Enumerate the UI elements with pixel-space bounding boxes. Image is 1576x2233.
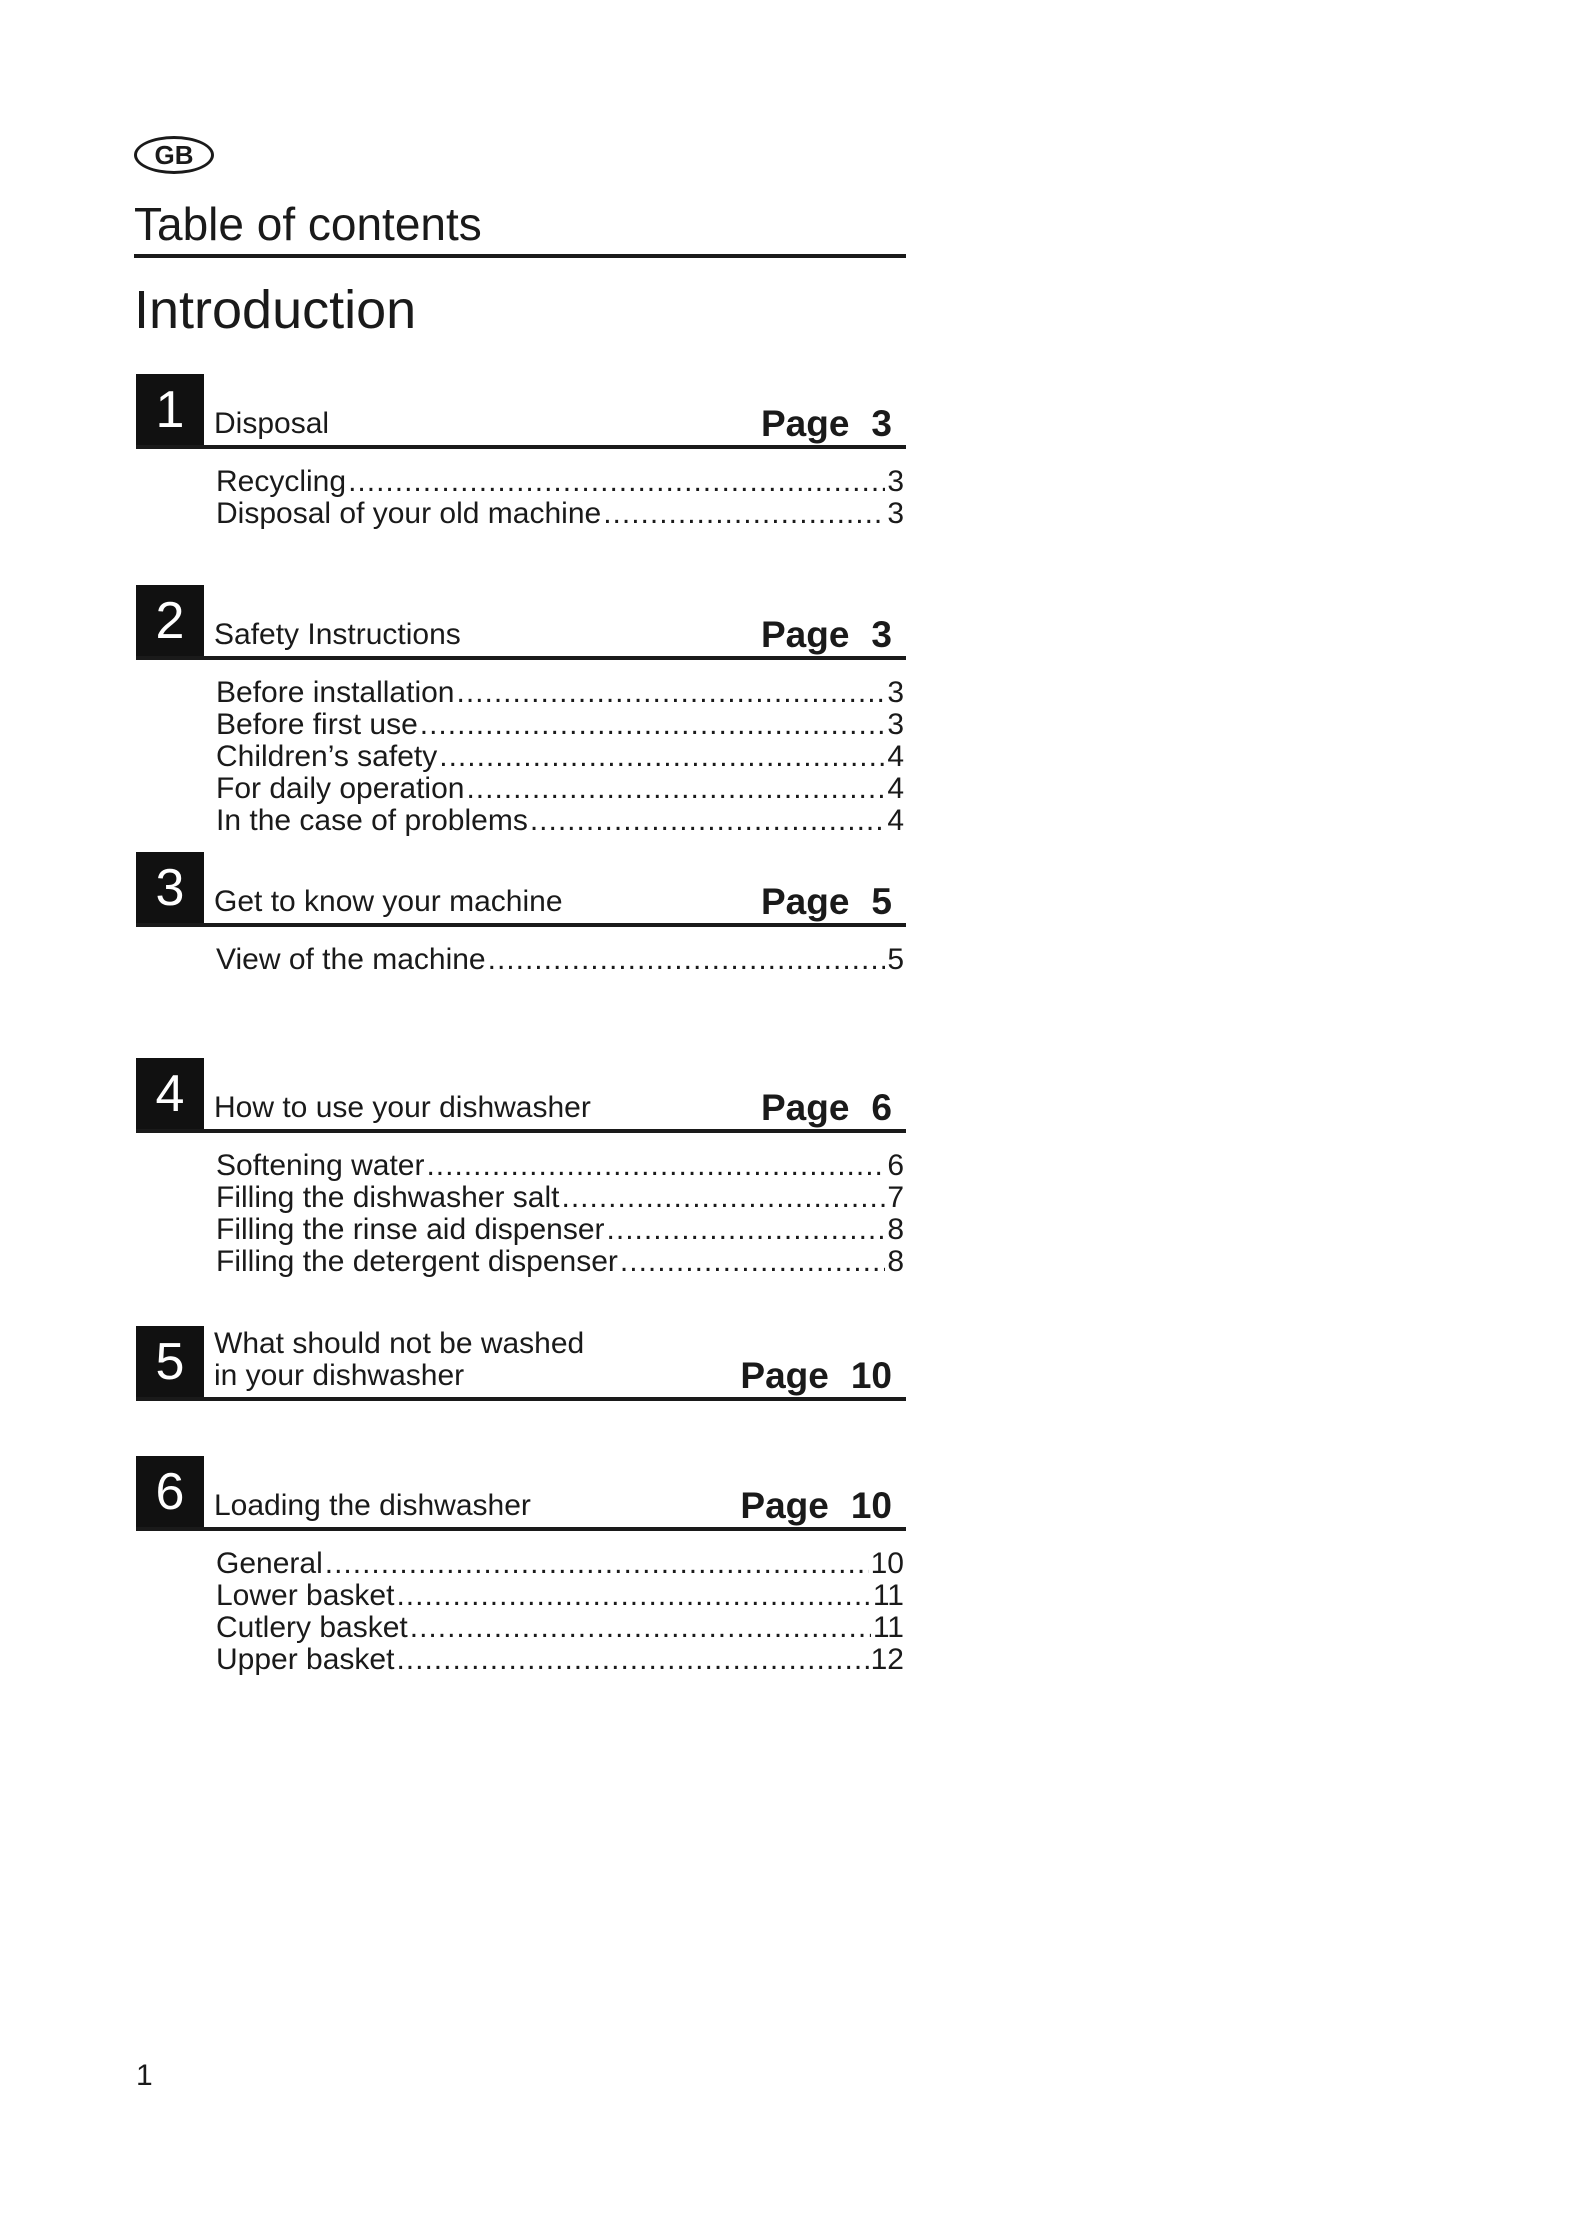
section-title-line: Disposal bbox=[214, 407, 330, 440]
dot-leader bbox=[607, 1214, 886, 1246]
toc-entry-label: Before installation bbox=[216, 676, 455, 709]
dot-leader bbox=[466, 773, 885, 805]
toc-entry[interactable] bbox=[216, 1182, 904, 1214]
dot-leader bbox=[420, 709, 886, 741]
page-word: Page bbox=[760, 614, 850, 655]
section-page-ref[interactable] bbox=[761, 1088, 892, 1128]
section-number-badge: 4 bbox=[136, 1058, 204, 1130]
toc-section bbox=[136, 852, 906, 976]
toc-entry-label: Recycling bbox=[216, 465, 347, 498]
section-page-number: 5 bbox=[871, 881, 892, 922]
dot-leader bbox=[620, 1246, 885, 1278]
section-divider bbox=[136, 923, 906, 927]
section-title-line: Loading the dishwasher bbox=[214, 1489, 531, 1522]
section-divider bbox=[136, 656, 906, 660]
toc-entry-label: Upper basket bbox=[216, 1643, 395, 1676]
toc-entry-page: 3 bbox=[887, 497, 904, 530]
section-header bbox=[136, 852, 906, 924]
section-title-line: Get to know your machine bbox=[214, 885, 563, 918]
dot-leader bbox=[396, 1580, 870, 1612]
toc-entry[interactable] bbox=[216, 1548, 904, 1580]
dot-leader bbox=[348, 466, 885, 498]
dot-leader bbox=[325, 1548, 869, 1580]
toc-entry[interactable] bbox=[216, 773, 904, 805]
page-word: Page bbox=[760, 881, 850, 922]
page-title: Table of contents bbox=[134, 198, 482, 250]
toc-section bbox=[136, 585, 906, 837]
section-page-number: 10 bbox=[850, 1485, 892, 1526]
section-divider bbox=[136, 1527, 906, 1531]
section-title bbox=[214, 886, 563, 918]
toc-section bbox=[136, 1326, 906, 1398]
toc-entry[interactable] bbox=[216, 1580, 904, 1612]
toc-entry-page: 8 bbox=[887, 1213, 904, 1246]
section-divider bbox=[136, 1129, 906, 1133]
section-entries bbox=[216, 944, 904, 976]
toc-entry[interactable] bbox=[216, 709, 904, 741]
page-word: Page bbox=[740, 1485, 829, 1526]
section-header bbox=[136, 1058, 906, 1130]
introduction-heading: Introduction bbox=[134, 280, 417, 340]
title-divider bbox=[134, 254, 906, 258]
section-entries bbox=[216, 677, 904, 837]
section-number-badge: 1 bbox=[136, 374, 204, 446]
toc-entry-page: 11 bbox=[872, 1579, 904, 1612]
section-page-ref[interactable] bbox=[740, 1486, 892, 1526]
section-page-ref[interactable] bbox=[761, 615, 892, 655]
toc-entry-page: 10 bbox=[870, 1547, 904, 1580]
toc-entry-label: Filling the rinse aid dispenser bbox=[216, 1213, 605, 1246]
dot-leader bbox=[562, 1182, 886, 1214]
toc-entry-page: 7 bbox=[887, 1181, 904, 1214]
toc-entry[interactable] bbox=[216, 1612, 904, 1644]
section-number-badge: 3 bbox=[136, 852, 204, 924]
toc-entry-page: 4 bbox=[887, 740, 904, 773]
section-header bbox=[136, 1456, 906, 1528]
section-title-line: in your dishwasher bbox=[214, 1359, 465, 1392]
section-number-badge: 5 bbox=[136, 1326, 204, 1398]
toc-entry[interactable] bbox=[216, 1246, 904, 1278]
section-page-number: 6 bbox=[871, 1087, 892, 1128]
section-page-number: 3 bbox=[871, 614, 892, 655]
section-entries bbox=[216, 466, 904, 530]
toc-entry-label: Lower basket bbox=[216, 1579, 395, 1612]
section-header bbox=[136, 1326, 906, 1398]
toc-entry-page: 3 bbox=[887, 708, 904, 741]
toc-entry-label: Children’s safety bbox=[216, 740, 438, 773]
dot-leader bbox=[488, 944, 886, 976]
section-entries bbox=[216, 1548, 904, 1676]
section-number-badge: 6 bbox=[136, 1456, 204, 1528]
dot-leader bbox=[456, 677, 885, 709]
toc-entry-page: 11 bbox=[872, 1611, 904, 1644]
page-word: Page bbox=[740, 1355, 829, 1396]
dot-leader bbox=[410, 1612, 871, 1644]
toc-entry-label: Disposal of your old machine bbox=[216, 497, 602, 530]
toc-entry[interactable] bbox=[216, 1214, 904, 1246]
toc-entry-page: 3 bbox=[887, 465, 904, 498]
section-entries bbox=[216, 1150, 904, 1278]
page-word: Page bbox=[760, 1087, 850, 1128]
section-title bbox=[214, 1490, 531, 1522]
section-divider bbox=[136, 1397, 906, 1401]
toc-entry-page: 4 bbox=[887, 772, 904, 805]
toc-entry-label: In the case of problems bbox=[216, 804, 528, 837]
section-header bbox=[136, 374, 906, 446]
toc-entry-page: 4 bbox=[887, 804, 904, 837]
section-title-line: How to use your dishwasher bbox=[214, 1091, 591, 1124]
toc-entry-page: 8 bbox=[887, 1245, 904, 1278]
section-page-ref[interactable] bbox=[761, 882, 892, 922]
toc-entry[interactable] bbox=[216, 805, 904, 837]
toc-entry[interactable] bbox=[216, 498, 904, 530]
section-page-number: 10 bbox=[850, 1355, 892, 1396]
toc-section bbox=[136, 1058, 906, 1278]
section-page-ref[interactable] bbox=[761, 404, 892, 444]
toc-entry[interactable] bbox=[216, 741, 904, 773]
section-title-line: What should not be washed bbox=[214, 1327, 585, 1360]
toc-entry[interactable] bbox=[216, 1150, 904, 1182]
toc-entry-label: View of the machine bbox=[216, 943, 486, 976]
toc-entry-label: Filling the dishwasher salt bbox=[216, 1181, 560, 1214]
dot-leader bbox=[530, 805, 885, 837]
toc-entry[interactable] bbox=[216, 944, 904, 976]
dot-leader bbox=[439, 741, 885, 773]
toc-entry-label: General bbox=[216, 1547, 323, 1580]
section-header bbox=[136, 585, 906, 657]
toc-entry-label: Softening water bbox=[216, 1149, 425, 1182]
toc-entry[interactable] bbox=[216, 677, 904, 709]
toc-entry-page: 3 bbox=[887, 676, 904, 709]
toc-entry[interactable] bbox=[216, 466, 904, 498]
dot-leader bbox=[396, 1644, 868, 1676]
country-badge: GB bbox=[134, 136, 214, 174]
section-title-line: Safety Instructions bbox=[214, 618, 461, 651]
toc-entry-label: Filling the detergent dispenser bbox=[216, 1245, 618, 1278]
section-title bbox=[214, 408, 329, 440]
toc-entry-label: Cutlery basket bbox=[216, 1611, 408, 1644]
section-title bbox=[214, 1092, 591, 1124]
section-title bbox=[214, 619, 461, 651]
toc-entry-page: 5 bbox=[887, 943, 904, 976]
toc-entry[interactable] bbox=[216, 1644, 904, 1676]
toc-section bbox=[136, 1456, 906, 1676]
page-word: Page bbox=[760, 403, 850, 444]
page-number: 1 bbox=[136, 2059, 153, 2092]
dot-leader bbox=[603, 498, 885, 530]
toc-entry-page: 6 bbox=[887, 1149, 904, 1182]
section-title bbox=[214, 1328, 584, 1392]
toc-entry-label: Before first use bbox=[216, 708, 418, 741]
toc-entry-page: 12 bbox=[870, 1643, 904, 1676]
section-page-number: 3 bbox=[871, 403, 892, 444]
toc-entry-label: For daily operation bbox=[216, 772, 465, 805]
section-page-ref[interactable] bbox=[740, 1356, 892, 1396]
section-number-badge: 2 bbox=[136, 585, 204, 657]
section-divider bbox=[136, 445, 906, 449]
toc-section bbox=[136, 374, 906, 530]
dot-leader bbox=[426, 1150, 885, 1182]
